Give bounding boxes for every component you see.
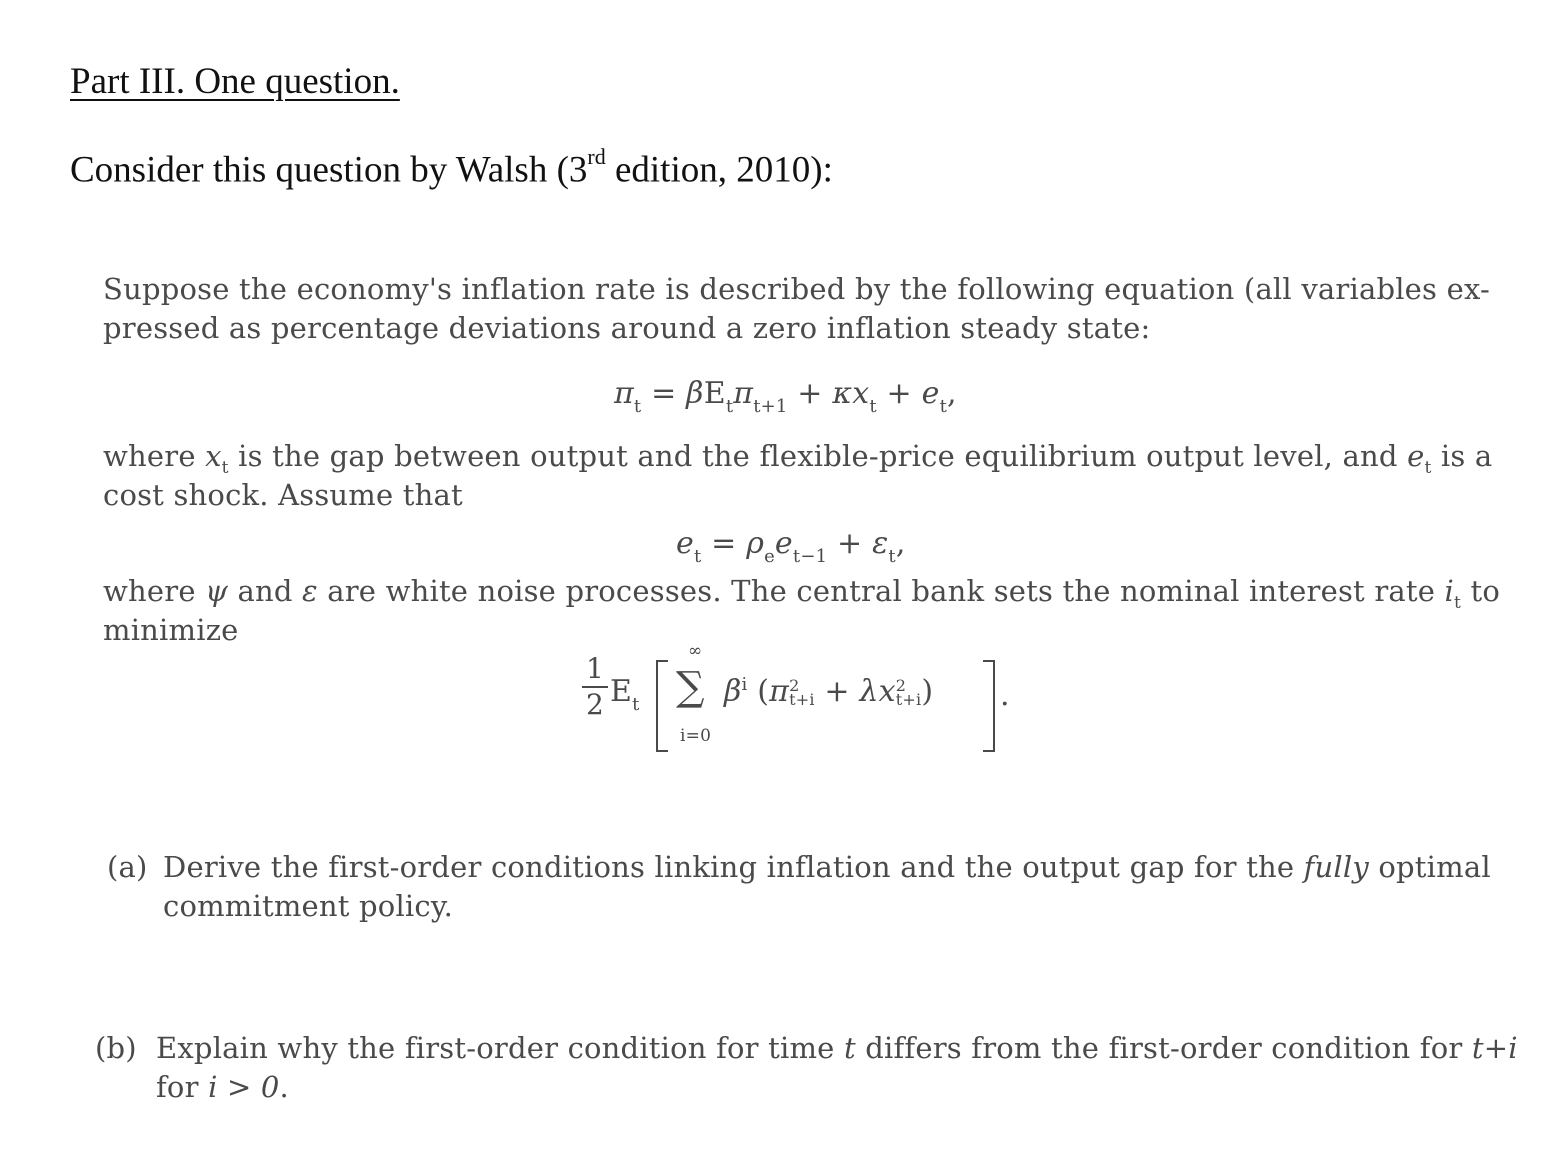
loss-pi-sub: t+i (789, 690, 815, 709)
eq2-sub: t−1 (792, 546, 828, 567)
loss-lambda: λ (859, 674, 879, 709)
question-b-for: for (156, 1070, 199, 1104)
eq1-pi: π (614, 376, 634, 411)
p2-e-var: e (1407, 439, 1425, 473)
question-b-period: . (279, 1070, 289, 1104)
sum-lower-limit: i=0 (680, 726, 712, 746)
p3-epsilon: ε (302, 574, 318, 608)
passage-line-2: pressed as percentage deviations around a zero inflation steady state: (103, 311, 1151, 345)
loss-period: . (1000, 678, 1010, 713)
eq1-sub: t (725, 396, 734, 417)
p3-to: to (1470, 574, 1500, 608)
question-b-pre: Explain why the first-order condition for time (156, 1031, 835, 1065)
loss-x-sub: t+i (895, 690, 922, 709)
eq2-sub: e (764, 546, 775, 567)
p2-x-var: x (205, 439, 222, 473)
p2-end: is a (1440, 439, 1493, 473)
sum-symbol: ∑ (676, 664, 705, 710)
eq1-pi: π (733, 376, 754, 411)
question-a-line-1 (163, 850, 1491, 884)
eq2-epsilon: ε (872, 526, 889, 561)
p2-e-sub: t (1424, 457, 1432, 478)
loss-E-sub: t (632, 694, 640, 715)
question-b-mid: differs from the first-order condition for (865, 1031, 1463, 1065)
passage-line-3 (103, 439, 1493, 478)
eq1-beta: β (686, 376, 704, 411)
passage-line-1: Suppose the economy's inflation rate is described by the following equation (all variables ex- (103, 272, 1490, 306)
intro-suffix: edition, 2010): (605, 149, 833, 191)
p3-psi: ψ (205, 574, 229, 608)
p3-i-sub: t (1454, 592, 1462, 613)
p2-where: where (103, 439, 196, 473)
question-a-line-2: commitment policy. (163, 889, 454, 923)
p3-mid: are white noise processes. The central bank sets the nominal interest rate (327, 574, 1436, 608)
eq1-x: x (852, 376, 870, 411)
passage-line-6: minimize (103, 613, 239, 647)
eq2-rho: ρ (746, 526, 765, 561)
eq1-expectation: E (703, 376, 726, 411)
p3-i-var: i (1444, 574, 1454, 608)
eq2-sub: t (888, 546, 896, 567)
passage-line-4: cost shock. Assume that (103, 478, 463, 512)
cost-shock-equation: $e_t = \rho_ee_{t-1} + \varepsilon_t$, (676, 526, 906, 567)
loss-pi: π (769, 674, 790, 709)
loss-x-sq: 2 (895, 676, 907, 695)
question-b-line-1 (156, 1031, 1518, 1065)
left-bracket (656, 660, 668, 752)
question-a-label: (a) (107, 850, 148, 884)
right-bracket (983, 660, 995, 752)
eq2-e: e (774, 526, 793, 561)
question-a-emphasis: fully (1303, 850, 1369, 884)
loss-fraction (582, 654, 608, 720)
question-a-post: optimal (1378, 850, 1491, 884)
loss-x: x (878, 674, 896, 709)
eq2-e: e (676, 526, 694, 561)
intro-ordinal-suffix: rd (587, 144, 606, 169)
section-heading: Part III. One question. (70, 61, 400, 102)
loss-E: E (610, 674, 633, 709)
fraction-denominator: 2 (585, 688, 604, 721)
p2-x-sub: t (221, 457, 229, 478)
intro-sentence (70, 144, 833, 191)
passage-line-5 (103, 574, 1500, 613)
intro-prefix: Consider this question by Walsh (3 (70, 149, 588, 191)
eq2-sub: t (693, 546, 702, 567)
loss-body: $\beta^i$ (π 2 t+i + λx 2 t+i ) (724, 674, 934, 709)
question-a-pre: Derive the first-order conditions linking inflation and the output gap for the (163, 850, 1295, 884)
eq1-kappa: κ (832, 376, 853, 411)
question-b-ti: t+i (1471, 1031, 1518, 1065)
sum-upper-limit: ∞ (688, 641, 703, 661)
eq1-sub: t+1 (753, 396, 788, 417)
question-b-line-2 (156, 1070, 289, 1104)
p3-where: where (103, 574, 196, 608)
p2-mid: is the gap between output and the flexible-price equilibrium output level, and (238, 439, 1398, 473)
question-b-t: t (843, 1031, 856, 1065)
loss-beta-exp: i (741, 674, 748, 695)
eq1-sub: t (633, 396, 642, 417)
question-b-label: (b) (95, 1031, 137, 1065)
loss-expectation (610, 674, 640, 713)
loss-pi-sq: 2 (789, 676, 800, 695)
phillips-curve-equation: $\pi_t = \beta E_t\pi_{t+1} + \kappa x_t + e_t$, (614, 376, 957, 417)
eq1-e: e (921, 376, 940, 411)
question-b-condition: i > 0 (208, 1070, 280, 1104)
p3-and: and (237, 574, 293, 608)
fraction-numerator: 1 (585, 652, 604, 685)
loss-beta: β (724, 674, 742, 709)
eq1-sub: t (869, 396, 877, 417)
eq1-sub: t (939, 396, 948, 417)
